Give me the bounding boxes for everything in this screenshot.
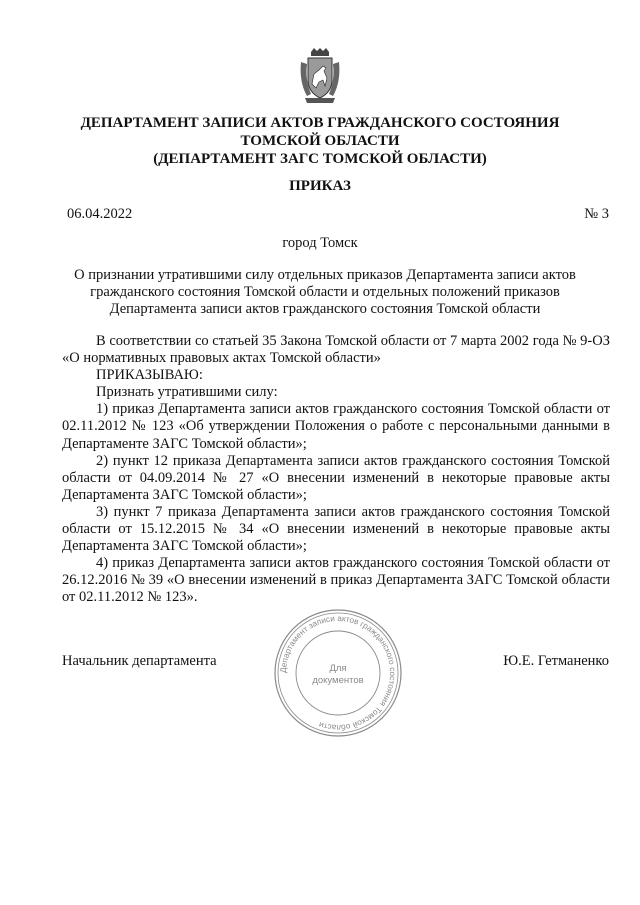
preamble-paragraph: В соответствии со статьей 35 Закона Томской области от 7 марта 2002 года № 9-ОЗ «О нормативных правовых актах Томской области»	[62, 333, 610, 367]
order-number: № 3	[584, 206, 609, 222]
repealed-item: 2) пункт 12 приказа Департамента записи актов гражданского состояния Томской области от 04.09.2014 № 27 «О внесении изменений в некоторые правовые акты Департамента ЗАГС Томской области»;	[62, 452, 610, 503]
signer-position: Начальник департамента	[62, 653, 217, 669]
subject-line: гражданского состояния Томской области и отдельных положений приказов	[90, 284, 560, 300]
signer-name: Ю.Е. Гетманенко	[503, 653, 609, 669]
order-directive: ПРИКАЗЫВАЮ:	[96, 367, 203, 384]
stamp-center-line: документов	[312, 675, 364, 686]
order-subject	[40, 267, 610, 318]
department-title	[40, 114, 600, 168]
official-stamp	[272, 607, 404, 739]
repealed-item: 1) приказ Департамента записи актов гражданского состояния Томской области от 02.11.2012 № 123 «Об утверждении Положения о работе с персональными данными в Департаменте ЗАГС Томской области»;	[62, 401, 610, 452]
subject-line: О признании утратившими силу отдельных приказов Департамента записи актов	[74, 267, 576, 283]
order-date: 06.04.2022	[67, 206, 133, 222]
department-title-line: ТОМСКОЙ ОБЛАСТИ	[240, 133, 400, 149]
order-body	[62, 333, 610, 607]
repealed-item: 4) приказ Департамента записи актов гражданского состояния Томской области от 26.12.2016 № 39 «О внесении изменений в приказ Департамента ЗАГС Томской области от 02.11.2012 № 123».	[62, 555, 610, 606]
city-name: город Томск	[282, 235, 358, 251]
stamp-ring-text: Департамент записи актов гражданского состояния Томской области	[278, 613, 398, 733]
document-type: ПРИКАЗ	[289, 178, 351, 194]
intro-paragraph: Признать утратившими силу:	[96, 384, 278, 401]
department-title-line: (ДЕПАРТАМЕНТ ЗАГС ТОМСКОЙ ОБЛАСТИ)	[153, 151, 487, 167]
repealed-item: 3) пункт 7 приказа Департамента записи актов гражданского состояния Томской области от 15.12.2015 № 34 «О внесении изменений в некоторые правовые акты Департамента ЗАГС Томской области»;	[62, 503, 610, 555]
stamp-center-line: Для	[329, 663, 347, 674]
tomsk-coat-of-arms-icon	[297, 48, 343, 104]
subject-line: Департамента записи актов гражданского состояния Томской области	[109, 301, 541, 317]
department-title-line: ДЕПАРТАМЕНТ ЗАПИСИ АКТОВ ГРАЖДАНСКОГО СОСТОЯНИЯ	[80, 115, 560, 131]
